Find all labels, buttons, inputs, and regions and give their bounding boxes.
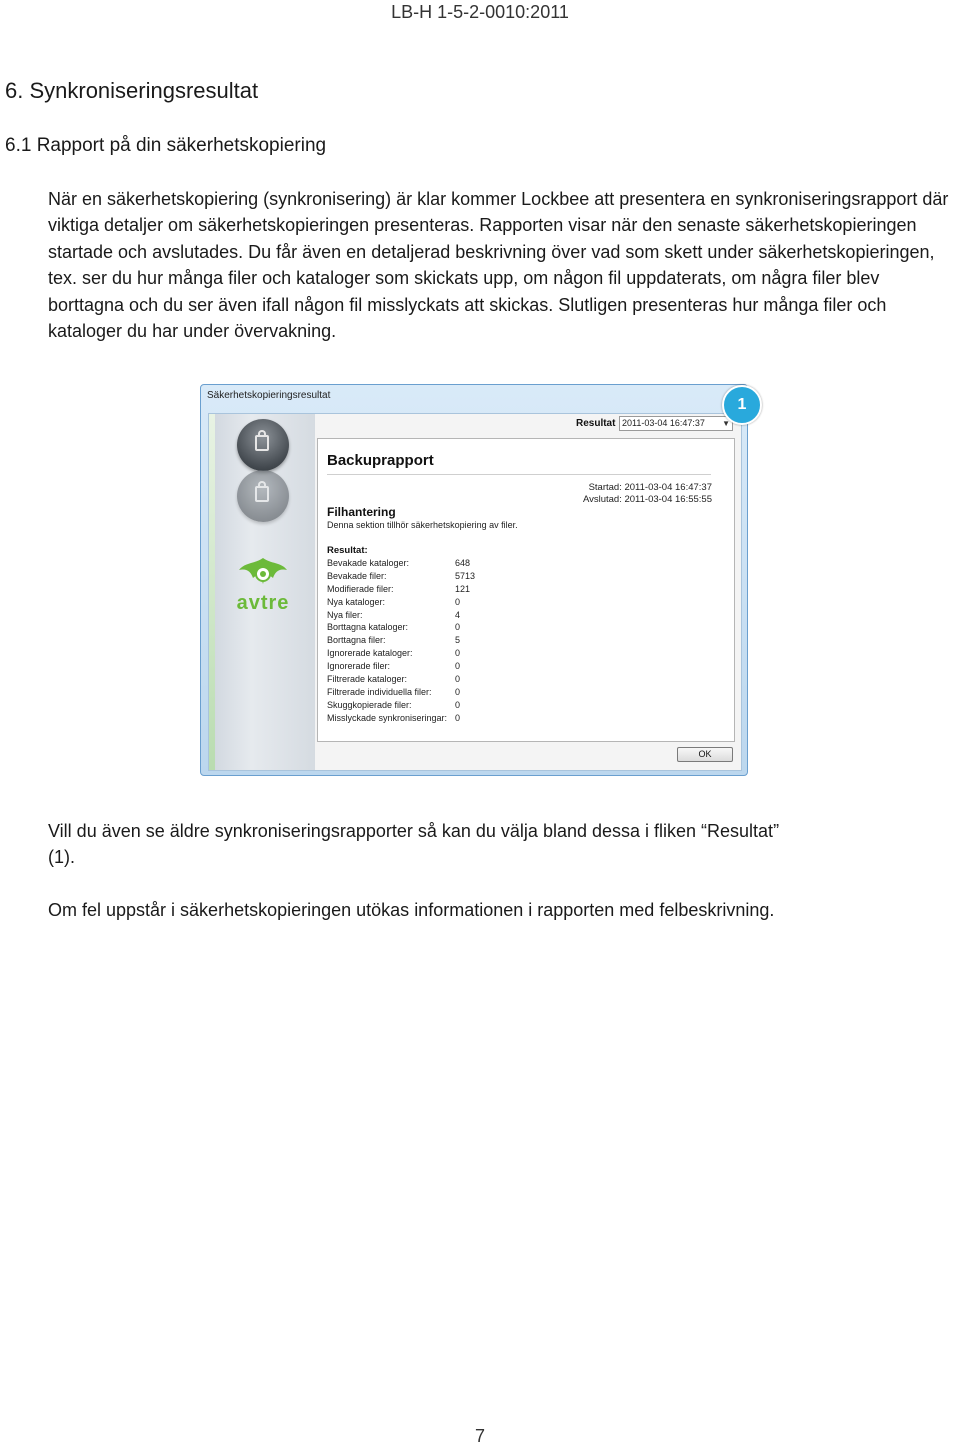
- result-value: 0: [455, 686, 461, 697]
- lock-icon: [255, 435, 269, 451]
- restore-button[interactable]: [237, 470, 289, 522]
- callout-badge: 1: [722, 385, 762, 425]
- logo-emblem-icon: [231, 554, 295, 594]
- older-reports-paragraph: Vill du även se äldre synkroniseringsrapporter så kan du välja bland dessa i fliken “Resultat” (1).: [48, 821, 780, 868]
- result-value: 4: [455, 609, 461, 620]
- result-label: Ignorerade filer:: [327, 661, 391, 672]
- window-body: [208, 413, 742, 771]
- result-value: 0: [455, 622, 461, 633]
- window-title: Säkerhetskopieringsresultat: [207, 390, 331, 401]
- result-value: 0: [455, 699, 461, 710]
- intro-paragraph: När en säkerhetskopiering (synkronisering) är klar kommer Lockbee att presentera en synkroniseringsrapport där viktiga detaljer om säkerhetskopieringen presenteras. Rapporten visar när den senaste säkerhetskopieringen startade och avslutades. Du får även en detaljerad beskrivning över vad som skett under säkerhetskopieringen, tex. ser du hur många filer och kataloger som skickats upp, om någon fil uppdaterats, om några filer blev borttagna och du ser även ifall någon fil misslyckats att skickas. Slutligen presenteras hur många filer och kataloger du har under övervakning.: [48, 189, 949, 342]
- sidebar: [209, 414, 315, 770]
- window-titlebar: [201, 385, 747, 411]
- result-value: 5713: [455, 570, 476, 581]
- result-label: Nya kataloger:: [327, 596, 386, 607]
- result-label: Bevakade filer:: [327, 570, 387, 581]
- result-label: Filtrerade kataloger:: [327, 674, 408, 685]
- result-value: 0: [455, 648, 461, 659]
- result-value: 0: [455, 661, 461, 672]
- result-value: 0: [455, 596, 461, 607]
- result-label: Bevakade kataloger:: [327, 558, 410, 568]
- logo-text: avtre: [236, 592, 290, 614]
- section-title: 6. Synkroniseringsresultat: [5, 78, 259, 103]
- result-label: Borttagna filer:: [327, 635, 386, 646]
- file-handling-description: Denna sektion tillhör säkerhetskopiering av filer.: [327, 520, 518, 530]
- backup-lock-button[interactable]: [237, 419, 289, 471]
- end-time: Avslutad: 2011-03-04 16:55:55: [582, 494, 712, 505]
- result-value: 0: [455, 674, 461, 685]
- chevron-down-icon: ▼: [722, 419, 730, 428]
- report-title: Backuprapport: [327, 452, 434, 469]
- result-label: Misslyckade synkroniseringar:: [327, 712, 448, 723]
- ok-button[interactable]: OK: [677, 747, 733, 762]
- result-select-value: 2011-03-04 16:47:37: [622, 418, 705, 428]
- document-header: LB-H 1-5-2-0010:2011: [391, 2, 569, 22]
- result-label: Ignorerade kataloger:: [327, 648, 413, 659]
- result-label: Borttagna kataloger:: [327, 622, 409, 633]
- error-info-paragraph: Om fel uppstår i säkerhetskopieringen utökas informationen i rapporten med felbeskrivning.: [48, 900, 775, 920]
- report-times: [583, 482, 712, 506]
- report-panel: [317, 438, 735, 742]
- file-handling-title: Filhantering: [327, 505, 396, 519]
- result-label: Skuggkopierade filer:: [327, 699, 412, 710]
- result-label: Filtrerade individuella filer:: [327, 686, 432, 697]
- result-label: Resultat: [576, 418, 616, 429]
- result-value: 648: [455, 558, 471, 568]
- result-value: 5: [455, 635, 461, 646]
- result-value: 0: [455, 712, 461, 723]
- result-label: Nya filer:: [327, 609, 363, 620]
- device-icon: [255, 486, 269, 502]
- result-label: Modifierade filer:: [327, 583, 394, 594]
- subsection-title: 6.1 Rapport på din säkerhetskopiering: [5, 135, 327, 156]
- start-time: Startad: 2011-03-04 16:47:37: [588, 482, 712, 493]
- backup-result-window: [200, 384, 748, 776]
- page-number: 7: [474, 1426, 485, 1446]
- report-divider: [327, 474, 711, 475]
- results-title: Resultat:: [327, 545, 368, 556]
- result-select[interactable]: [619, 416, 733, 431]
- result-value: 121: [455, 583, 471, 594]
- avtre-logo: [231, 554, 295, 614]
